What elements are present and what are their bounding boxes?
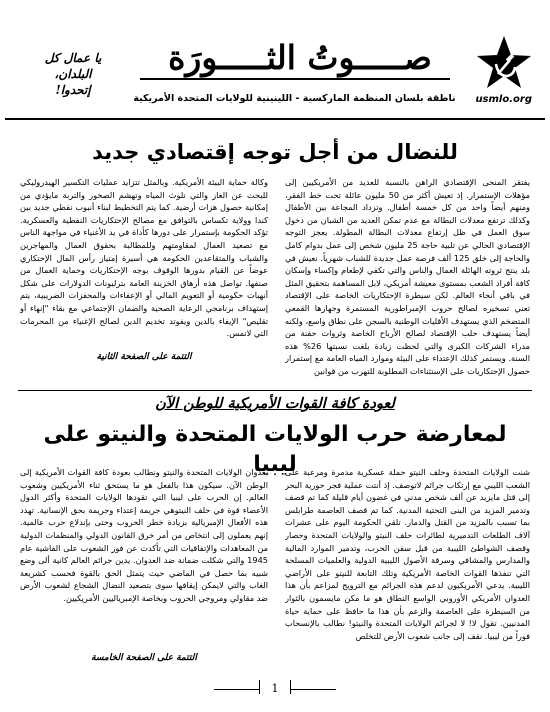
workers-slogan bbox=[24, 50, 122, 98]
newspaper-subtitle: ناطقة بلسان المنظمة الماركسية - اللينينية للولايات المتحدة الأمريكية bbox=[133, 93, 456, 104]
story1-left-text: وكالة حماية البيئة الأمريكية. وبالمثل تتزايد عمليات التكسير الهيدروليكي للبحث عن الغاز والتي تلوث المياه وتهشم الصخور والتربة مايؤدي من إمكانية حصول هزات أرضية. كما يتم التخطيط لبناء أنبوب نفطي جديد بين كندا وولاية تكساس بالتوافق مع مصالح الإحتكاريات النفطية والعسكرية. تؤكد الحكومة بإستمرار على دورها كأداة في يد الأغنياء في مواجهة الناس مع تصعيد العمال لمقاومتهم وللمطالبة بحقوق العمال والمهاجرين والشباب والمتقاعدين الحكومة هي أسيرة إمتياز رأس المال الإحتكاري عوضاً عن القيام بدورها الوقوف بوجه الإحتكاريات وحماية العمال من صنفها. تواصل هذه أرهاق الخزينة العامة بترليونات الدولارات على شكل أنهبات حكومية أو التعويم المالي أو الإعفاءات والمحفزات الضريبية، يتم إستهداف برنامجي الرعاية الصحية والضمان الإجتماعي مع بقاء "إنهاء أو تقليص" الإيفاء بالدين ويفوتد تخديم الدين لصالح الإغنياء من المحرمات التي لاتمس. bbox=[20, 177, 268, 339]
slogan-line-2: البلدان، bbox=[54, 67, 92, 81]
story2-kicker: لعودة كافة القوات الأمريكية للوطن الآن bbox=[155, 396, 395, 412]
story1-continued: التتمة على الصفحة الثانية bbox=[96, 352, 192, 362]
story1-headline: للنضال من أجل توجه إقتصادي جديد bbox=[92, 140, 458, 164]
site-url[interactable]: usmlo.org bbox=[475, 94, 532, 105]
story1-right-column bbox=[285, 176, 530, 378]
story2-left-text: بعدوان الولايات المتحدة والنيتو ونطالب بعودة كافة القوات الأمريكية إلى الوطن الآن. سيكون هذا بالفعل هو ما يستحق ثناء الأمريكيين وشعوب العالم. إن الحرب على ليبيا التي تقودها الولايات المتحدة وأكثر الدول الأعضاء قوة في حلف النيتوهي جريمة إعتداء وجريمة بحق الإنسانية. تهدد هذه الأفعال الإمبريالية بزيادة خطر الحروب وحتى بإندلاع حرب عالمية. إنهم يعملون إلى انتخاص من أمر خرق القانون الدولي والمنظمات الدولية من المعاهدات والإتفاقيات التي تأكدت عن فوز الشعوب على الفاشية عام 1945 والتي شكلت ضمانة ضد العدوان. يدين جرائم العالم كانية ألى وضع شبيه بما حصل في الماضي حيث يتمثل الحق بالقوة فحسب كشريعة الغاب والتي لايمكن إيقافها سوى بتصعيد النضال الشجاع لشعوب الأرض ضد مقاولي ومروجي الحروب وبخاصة الإمبرياليين الأمريكيين. bbox=[20, 467, 268, 603]
story2-right-column bbox=[285, 466, 530, 670]
story2-left-column bbox=[20, 466, 268, 646]
masthead bbox=[10, 30, 540, 112]
masthead-divider bbox=[5, 118, 545, 120]
page-number-rule-right bbox=[290, 689, 336, 690]
story-divider bbox=[18, 390, 532, 391]
star-hammer-sickle-icon bbox=[474, 34, 534, 94]
story2-right-text: شنت الولايات المتحدة وحلف النيتو حملة عسكرية مدمرة ومرعبة على الشعب الليبي مع إرتكاب جرائم لاتوصف. إذ أنتت عملية فجر حورية البحر إلى قتل مايزيد عن ألف شخص مدني في غضون أيام قليلة كما تم قصف وتدمير المزيد من البنى التحتية المدنية. كما تم قصف العاصمة طرابلس بما تسبب بالمزيد من القتل والدمار. تلقي الحكومة اليوم على عشرات آلاف الطلعات التدميرية لطائرات حلف النيتو والولايات المتحدة وحصار وقصف الشواطئ الليبية من قبل سفن الحرب، وتدمير الموارد المالية والمدارس والمشافي وسرقة الأصول الليبية الدولية والعلميات المسلحة التي تنفذها القوات الخاصة الأمريكية وتلك التابعة للنيتو على الأراضي الليبية. يدعي الأمريكيون لدعم هذه الجرائم مع الترويج لمزاعم بأن هذا العدوان الأمريكي الأوروبي الواسع النطاق هو ما مكن مايسمون بالثوار من السيطرة على العاصمة والزعم بأن هذا ما حافظ على حماية حياة المدنيين. تقول لا! لا لجرائم الولايات المتحدة والنيتو! نطالب بالإنسحاب فوراً من ليبيا. نقف إلى جانب شعوب الأرض للتخلص bbox=[285, 467, 530, 641]
title-underline bbox=[140, 78, 450, 80]
story1-left-column bbox=[20, 176, 268, 346]
page-number-bracket-left bbox=[259, 680, 260, 694]
story2-headline: لمعارضة حرب الولايات المتحدة والنيتو على ليبيا bbox=[43, 422, 507, 477]
page-number: 1 bbox=[271, 682, 279, 695]
slogan-line-1: يا عمال كل bbox=[44, 51, 102, 65]
page-number-rule-left bbox=[214, 689, 260, 690]
newspaper-title: صـــــوتُ الثـــــورَة bbox=[168, 38, 432, 77]
story1-right-text: يفتقر المنحى الإقتصادي الراهن بالنسبة للعديد من الأمريكيين إلى مؤهلات الإستمرار. إذ تعيش أكثر من 50 مليون عائلة تحت خط الفقر، ومنهم أيضاً واحد من كل خمسة أطفال. وتزداد المجاعة بين الأطفال وكذلك ترتفع معدلات البطالة مع عدم تمكن العديد من الشبان من دخول سوق العمل في ظل إرتفاع معدلات البطالة المطولة. يعجز التوجه الإقتصادي الحالي عن تلبية حاجة 25 مليون شخص إلى عمل بدوام كامل والحاجة إلى خلق 125 ألف فرصة عمل جديدة للشباب شهرياً. نعيش في بلد ينتج ثروته الهائلة العمال والناس والتي تكفي لإطعام وإكساء وإسكان كافة أفراد الشعب بمستوى معيشة أمريكي، لابل المساهمة بتحقيق المثل في باقي أنحاء العالم. لكن سيطرة الإحتكاريات الخاصة على الإقتصاد تعني تسخيره لصالح حروب الإمبراطورية المستمرة وجهازها القمعي المتضخم الذي يستهدف الأقليات الوطنية بالسجن على نطاق واسع، ولكنه أيضاً يستهدف حلب الإقتصاد لصالح الأرباح الخاصة وثروات حفنة من مدراء الشركات الكبرى والتي لحظت زيادة بلغت نسبتها 26% هذه السنة. ويستمر كذلك الإعتداء على البيئة وموارد المياه العامة مع إستمرار حصول الإحتكاريات على الإستثناءات المطلوبة للتهرب من قوانين bbox=[285, 177, 530, 376]
story2-continued: التتمة على الصفحة الخامسة bbox=[91, 653, 197, 663]
slogan-line-3: إتحدوا! bbox=[55, 83, 91, 97]
page-number-bracket-right bbox=[290, 680, 291, 694]
